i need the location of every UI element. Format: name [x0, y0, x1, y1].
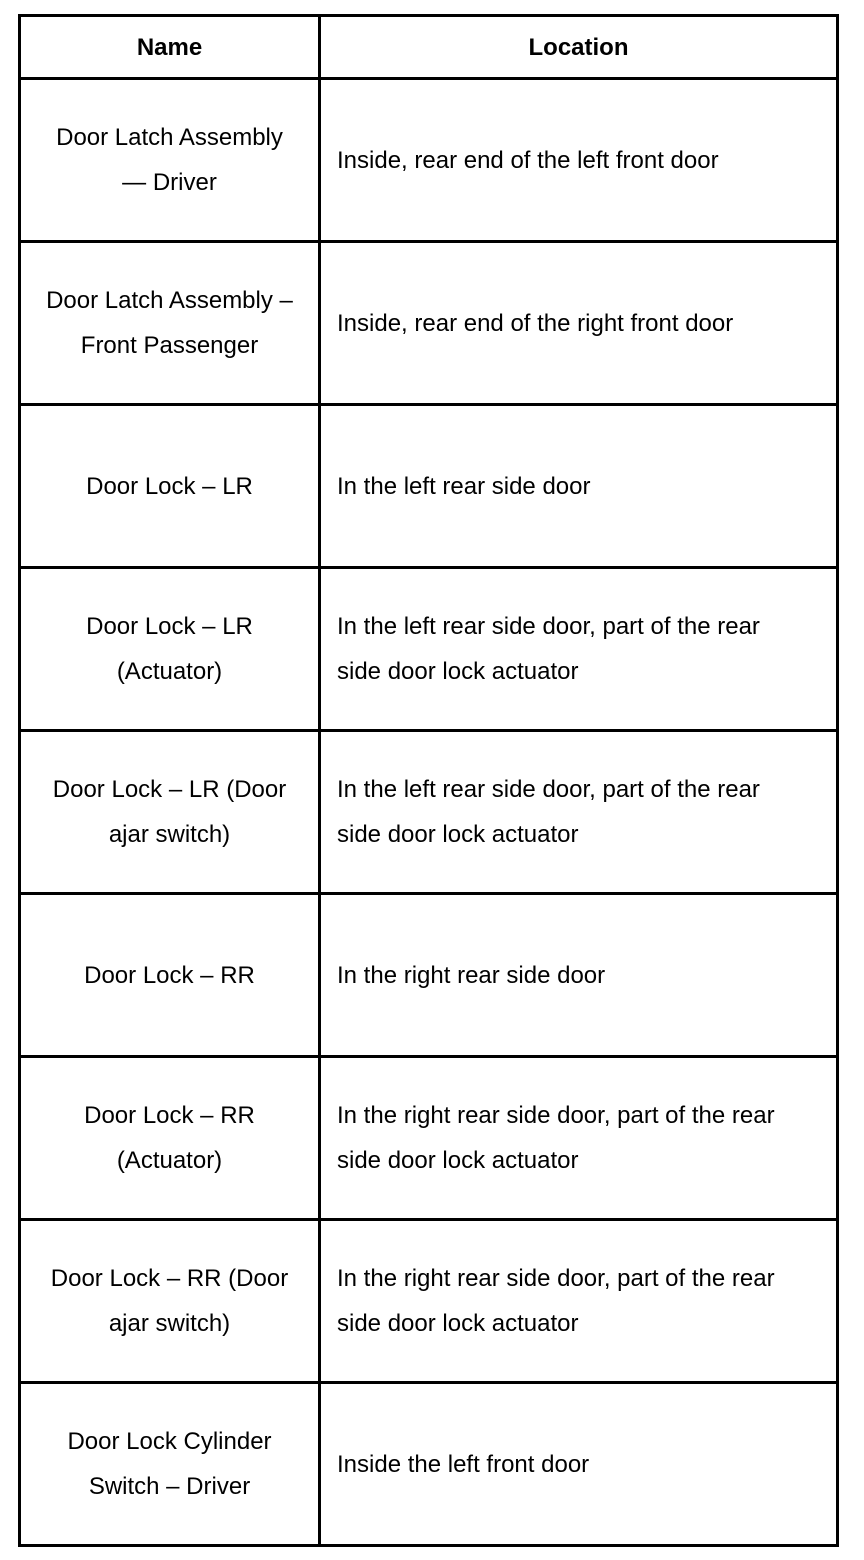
location-cell [320, 1057, 838, 1220]
name-text: Door Lock – RR (Actuator) [84, 1102, 255, 1174]
name-text: Door Lock – LR (Door ajar switch) [52, 776, 287, 848]
name-text: Door Latch Assembly — Driver [56, 124, 283, 196]
name-cell [20, 568, 320, 731]
name-text: Door Lock – LR (Actuator) [86, 613, 253, 685]
name-cell [20, 1220, 320, 1383]
name-cell [20, 1383, 320, 1546]
name-text: Door Lock – RR (Door ajar switch) [50, 1265, 289, 1337]
location-cell [320, 242, 838, 405]
location-text: In the left rear side door, part of the rear side door lock actuator [337, 776, 760, 848]
name-cell [20, 405, 320, 568]
location-text: In the left rear side door, part of the rear side door lock actuator [337, 613, 760, 685]
table-row [20, 79, 838, 242]
name-text: Door Lock Cylinder Switch – Driver [67, 1428, 272, 1500]
name-text: Door Lock – LR [86, 472, 253, 500]
name-cell [20, 731, 320, 894]
location-cell [320, 731, 838, 894]
table-row [20, 568, 838, 731]
table-row [20, 731, 838, 894]
table-row [20, 405, 838, 568]
name-cell [20, 242, 320, 405]
table-row [20, 1383, 838, 1546]
header-location: Location [320, 16, 838, 79]
location-text: Inside the left front door [337, 1450, 590, 1478]
name-cell [20, 1057, 320, 1220]
name-text: Door Latch Assembly – Front Passenger [46, 287, 293, 359]
table-header-row [20, 16, 838, 79]
location-cell [320, 894, 838, 1057]
location-text: In the right rear side door, part of the rear side door lock actuator [337, 1265, 775, 1337]
location-text: Inside, rear end of the left front door [337, 146, 719, 174]
table-row [20, 1057, 838, 1220]
name-cell [20, 79, 320, 242]
table-row [20, 242, 838, 405]
name-cell [20, 894, 320, 1057]
table-row [20, 894, 838, 1057]
header-name: Name [20, 16, 320, 79]
location-text: Inside, rear end of the right front door [337, 309, 734, 337]
location-text: In the left rear side door [337, 472, 591, 500]
location-cell [320, 79, 838, 242]
location-cell [320, 405, 838, 568]
location-text: In the right rear side door, part of the rear side door lock actuator [337, 1102, 775, 1174]
component-location-table [18, 14, 839, 1547]
location-text: In the right rear side door [337, 961, 606, 989]
name-text: Door Lock – RR [84, 961, 255, 989]
location-cell [320, 1220, 838, 1383]
location-cell [320, 1383, 838, 1546]
table-row [20, 1220, 838, 1383]
location-cell [320, 568, 838, 731]
